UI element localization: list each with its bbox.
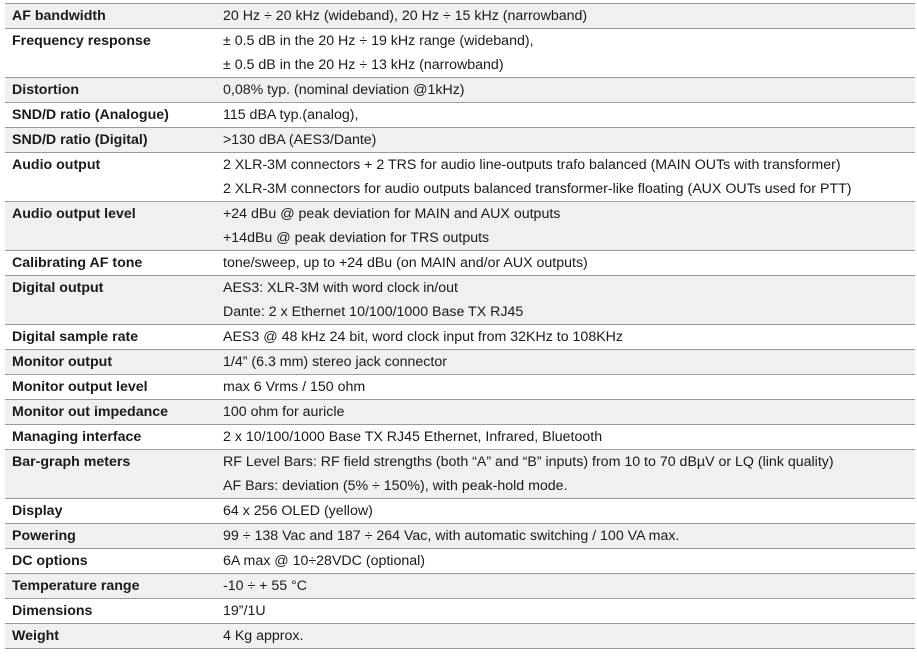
spec-label: Bar-graph meters bbox=[5, 450, 217, 499]
spec-value-line: 0,08% typ. (nominal deviation @1kHz) bbox=[223, 82, 465, 98]
spec-value bbox=[217, 4, 915, 29]
spec-value bbox=[217, 276, 915, 325]
spec-label: Powering bbox=[5, 524, 217, 549]
spec-label: Calibrating AF tone bbox=[5, 251, 217, 276]
spec-label: Dimensions bbox=[5, 599, 217, 624]
spec-row bbox=[5, 325, 915, 350]
spec-row bbox=[5, 78, 915, 103]
spec-label: Display bbox=[5, 499, 217, 524]
spec-value bbox=[217, 325, 915, 350]
spec-value-line: max 6 Vrms / 150 ohm bbox=[223, 379, 366, 395]
spec-value bbox=[217, 400, 915, 425]
spec-value-line: 64 x 256 OLED (yellow) bbox=[223, 503, 373, 519]
spec-value-line: 4 Kg approx. bbox=[223, 628, 304, 644]
spec-row bbox=[5, 400, 915, 425]
spec-value bbox=[217, 574, 915, 599]
spec-value-line: 1/4” (6.3 mm) stereo jack connector bbox=[223, 354, 447, 370]
spec-row bbox=[5, 202, 915, 251]
spec-label: Digital output bbox=[5, 276, 217, 325]
spec-row bbox=[5, 549, 915, 574]
spec-value-line: ± 0.5 dB in the 20 Hz ÷ 19 kHz range (wideband), bbox=[223, 33, 534, 49]
spec-row bbox=[5, 350, 915, 375]
spec-row bbox=[5, 276, 915, 325]
spec-label: Managing interface bbox=[5, 425, 217, 450]
spec-value-line: 2 XLR-3M connectors for audio outputs balanced transformer-like floating (AUX OUTs used for PTT) bbox=[223, 181, 852, 197]
spec-value bbox=[217, 524, 915, 549]
spec-row bbox=[5, 128, 915, 153]
spec-label: Monitor output bbox=[5, 350, 217, 375]
spec-label: AF bandwidth bbox=[5, 4, 217, 29]
spec-value bbox=[217, 153, 915, 202]
spec-row bbox=[5, 251, 915, 276]
spec-row bbox=[5, 103, 915, 128]
spec-label: Distortion bbox=[5, 78, 217, 103]
specifications-body bbox=[5, 4, 915, 649]
spec-value-line: >130 dBA (AES3/Dante) bbox=[223, 132, 377, 148]
spec-row bbox=[5, 574, 915, 599]
spec-value-line: RF Level Bars: RF field strengths (both “A” and “B” inputs) from 10 to 70 dBµV or LQ (link quality) bbox=[223, 454, 834, 470]
spec-value bbox=[217, 29, 915, 78]
spec-value-line: ± 0.5 dB in the 20 Hz ÷ 13 kHz (narrowband) bbox=[223, 57, 504, 73]
spec-row bbox=[5, 524, 915, 549]
spec-row bbox=[5, 499, 915, 524]
spec-value bbox=[217, 202, 915, 251]
spec-value bbox=[217, 599, 915, 624]
spec-row bbox=[5, 425, 915, 450]
spec-label: Weight bbox=[5, 624, 217, 649]
spec-value bbox=[217, 78, 915, 103]
spec-label: Audio output level bbox=[5, 202, 217, 251]
spec-label: SND/D ratio (Analogue) bbox=[5, 103, 217, 128]
spec-label: Audio output bbox=[5, 153, 217, 202]
spec-value bbox=[217, 549, 915, 574]
spec-value-line: tone/sweep, up to +24 dBu (on MAIN and/or AUX outputs) bbox=[223, 255, 588, 271]
spec-row bbox=[5, 153, 915, 202]
specifications-table bbox=[5, 3, 915, 649]
spec-label: Digital sample rate bbox=[5, 325, 217, 350]
spec-value-line: +14dBu @ peak deviation for TRS outputs bbox=[223, 230, 490, 246]
spec-row bbox=[5, 4, 915, 29]
spec-row bbox=[5, 624, 915, 649]
spec-value bbox=[217, 128, 915, 153]
spec-value bbox=[217, 375, 915, 400]
spec-value-line: Dante: 2 x Ethernet 10/100/1000 Base TX RJ45 bbox=[223, 304, 524, 320]
spec-label: DC options bbox=[5, 549, 217, 574]
spec-value-line: 99 ÷ 138 Vac and 187 ÷ 264 Vac, with automatic switching / 100 VA max. bbox=[223, 528, 680, 544]
spec-value bbox=[217, 251, 915, 276]
spec-row bbox=[5, 375, 915, 400]
spec-label: SND/D ratio (Digital) bbox=[5, 128, 217, 153]
spec-row bbox=[5, 450, 915, 499]
spec-row bbox=[5, 599, 915, 624]
spec-value-line: -10 ÷ + 55 °C bbox=[223, 578, 308, 594]
spec-value-line: AES3: XLR-3M with word clock in/out bbox=[223, 280, 458, 296]
spec-value bbox=[217, 499, 915, 524]
spec-value bbox=[217, 350, 915, 375]
spec-value bbox=[217, 103, 915, 128]
spec-value bbox=[217, 450, 915, 499]
spec-value-line: +24 dBu @ peak deviation for MAIN and AUX outputs bbox=[223, 206, 561, 222]
spec-label: Frequency response bbox=[5, 29, 217, 78]
spec-label: Monitor output level bbox=[5, 375, 217, 400]
spec-value-line: AF Bars: deviation (5% ÷ 150%), with peak-hold mode. bbox=[223, 478, 568, 494]
spec-value-line: 2 XLR-3M connectors + 2 TRS for audio line-outputs trafo balanced (MAIN OUTs with transformer) bbox=[223, 157, 841, 173]
spec-value-line: AES3 @ 48 kHz 24 bit, word clock input from 32KHz to 108KHz bbox=[223, 329, 624, 345]
spec-row bbox=[5, 29, 915, 78]
spec-value bbox=[217, 624, 915, 649]
spec-value bbox=[217, 425, 915, 450]
spec-label: Temperature range bbox=[5, 574, 217, 599]
spec-value-line: 19”/1U bbox=[223, 603, 266, 619]
spec-value-line: 6A max @ 10÷28VDC (optional) bbox=[223, 553, 425, 569]
spec-value-line: 100 ohm for auricle bbox=[223, 404, 345, 420]
spec-value-line: 20 Hz ÷ 20 kHz (wideband), 20 Hz ÷ 15 kHz (narrowband) bbox=[223, 8, 588, 24]
spec-label: Monitor out impedance bbox=[5, 400, 217, 425]
spec-value-line: 2 x 10/100/1000 Base TX RJ45 Ethernet, Infrared, Bluetooth bbox=[223, 429, 603, 445]
spec-value-line: 115 dBA typ.(analog), bbox=[223, 107, 359, 123]
